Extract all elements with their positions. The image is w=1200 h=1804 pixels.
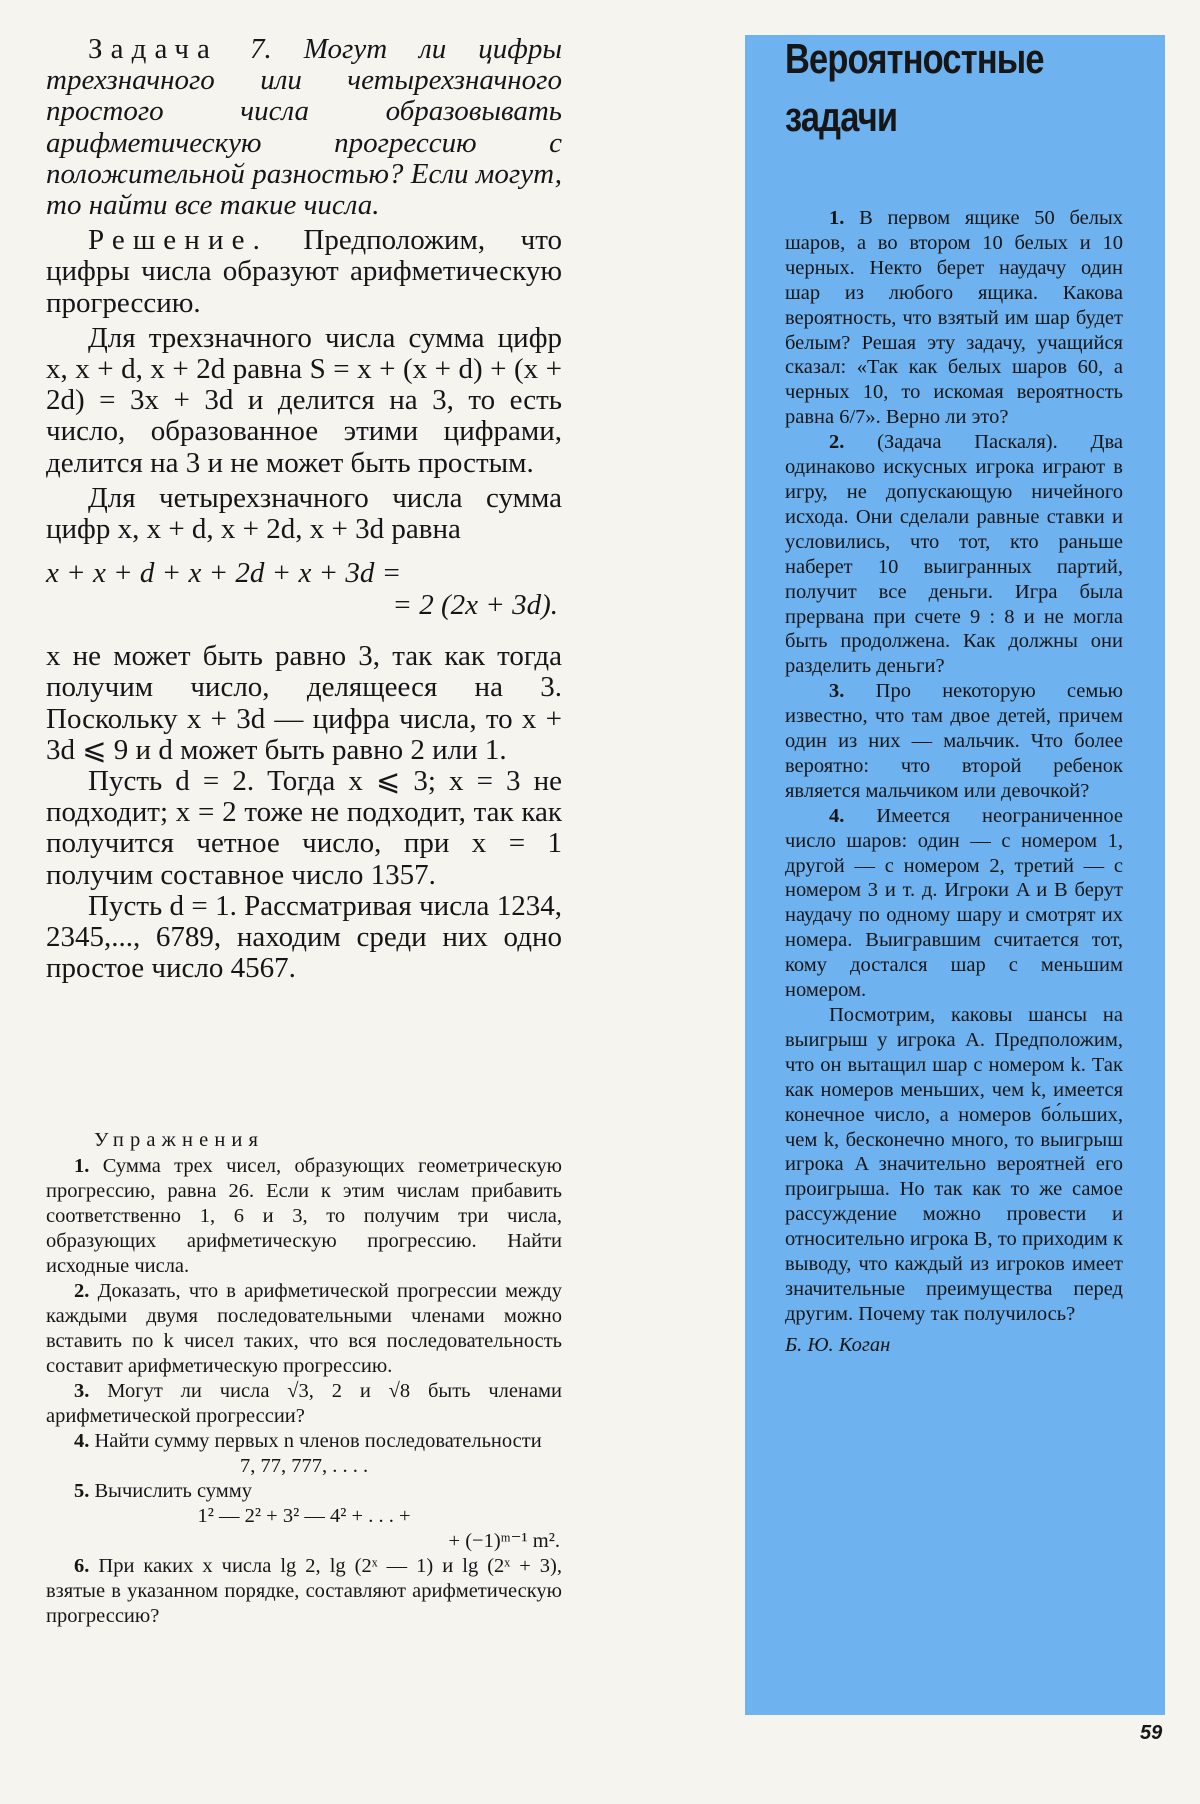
exercise-5: 5. Вычислить сумму [74, 1480, 252, 1502]
task-number: 7. [250, 33, 272, 65]
solution-d1-paragraph: Пусть d = 1. Рассматривая числа 1234, 2345,..., 6789, находим среди них одно простое число 4567. [46, 889, 562, 985]
exercise-2: 2. Доказать, что в арифметической прогрессии между каждыми двумя последовательными членами можно вставить по k чисел таких, что вся последовательность составит арифметическую прогрессию. [46, 1280, 562, 1377]
problem-4: 4. Имеется неограниченное число шаров: один — с номером 1, другой — с номером 2, третий — с номером 3 и т. д. Игроки A и B берут наудачу по одному шару и смотрят их номера. Выигравшим считается тот, кому достался шар с меньшим номером. [785, 804, 1123, 1002]
sidebar-problems [785, 206, 1123, 1358]
exercises-heading: Упражнения [94, 1129, 265, 1151]
equation-line-1: x + x + d + x + 2d + x + 3d = [46, 557, 402, 590]
task-7-question [46, 34, 562, 221]
task-text: Могут ли цифры трехзначного или четырехзначного простого числа образовывать арифметическую прогрессию с положительной разностью? Если могут, то найти все такие числа. [46, 33, 563, 222]
problem-2: 2. (Задача Паскаля). Два одинаково искусных игрока играют в игру, не допускающую ничейного исхода. Они сделали равные ставки и условились, что тот, кто раньше наберет 10 выигранных партий, получит все деньги. Игра была прервана при счете 9 : 8 и не могла быть продолжена. Как должны они разделить деньги? [785, 431, 1123, 678]
problem-4-continuation: Посмотрим, каковы шансы на выигрыш у игрока A. Предположим, что он вытащил шар с номером k. Так как номеров меньших, чем k, имеется конечное число, а номеров бо́льших, чем k, бесконечно много, то выигрыш игрока A значительно вероятней его проигрыша. Но так как то же самое рассуждение можно провести и относительно игрока B, то приходим к выводу, что каждый из игроков имеет значительные преимущества перед другим. Почему так получилось? [785, 1004, 1123, 1325]
solution-intro: Решение. Предположим, что цифры числа образуют арифметическую прогрессию. [46, 224, 562, 319]
exercise-4: 4. Найти сумму первых n членов последовательности [74, 1430, 542, 1452]
exercise-5-formula-1: 1² — 2² + 3² — 4² + . . . + [197, 1505, 411, 1527]
exercise-6: 6. При каких x числа lg 2, lg (2ˣ — 1) и lg (2ˣ + 3), взятые в указанном порядке, составляют арифметическую прогрессию? [46, 1555, 562, 1627]
problem-1: 1. В первом ящике 50 белых шаров, а во втором 10 белых и 10 черных. Некто берет наудачу один шар из любого ящика. Какова вероятность, что взятый им шар будет белым? Решая эту задачу, учащийся сказал: «Так как белых шаров 60, а черных 10, то искомая вероятность равна 6/7». Верно ли это? [785, 207, 1123, 429]
solution-four-digit: Для четырехзначного числа сумма цифр x, x + d, x + 2d, x + 3d равна [46, 481, 562, 546]
solution-label: Решение. [88, 224, 268, 257]
exercise-4-formula: 7, 77, 777, . . . . [239, 1455, 369, 1477]
page-number: 59 [1140, 1722, 1163, 1744]
task-label: Задача [88, 33, 219, 65]
task-7-section [46, 34, 562, 984]
exercises-section [46, 1128, 562, 1629]
equation-line-2: = 2 (2x + 3d). [392, 589, 558, 622]
solution-three-digit: Для трехзначного числа сумма цифр x, x + d, x + 2d равна S = x + (x + d) + (x + 2d) = 3x + 3d и делится на 3, то есть число, образованное этими цифрами, делится на 3 и не может быть простым. [46, 321, 562, 479]
exercise-3: 3. Могут ли числа √3, 2 и √8 быть членами арифметической прогрессии? [46, 1380, 563, 1427]
problem-3: 3. Про некоторую семью известно, что там двое детей, причем один из них — мальчик. Что более вероятно: что второй ребенок является мальчиком или девочкой? [785, 680, 1124, 802]
solution-x-paragraph: x не может быть равно 3, так как тогда получим число, делящееся на 3. Поскольку x + 3d — цифра числа, то x + 3d ⩽ 9 и d может быть равно 2 или 1. [46, 640, 562, 766]
exercise-5-formula-2: + (−1)ᵐ⁻¹ m². [448, 1530, 560, 1552]
exercise-1: 1. Сумма трех чисел, образующих геометрическую прогрессию, равна 26. Если к этим числам прибавить соответственно 1, 6 и 3, то получим три числа, образующих арифметическую прогрессию. Найти исходные числа. [46, 1155, 562, 1277]
solution-d2-paragraph: Пусть d = 2. Тогда x ⩽ 3; x = 3 не подходит; x = 2 тоже не подходит, так как получится четное число, при x = 1 получим составное число 1357. [46, 765, 562, 891]
author: Б. Ю. Коган [785, 1333, 891, 1356]
sidebar-title: Вероятностные задачи [785, 35, 1044, 140]
